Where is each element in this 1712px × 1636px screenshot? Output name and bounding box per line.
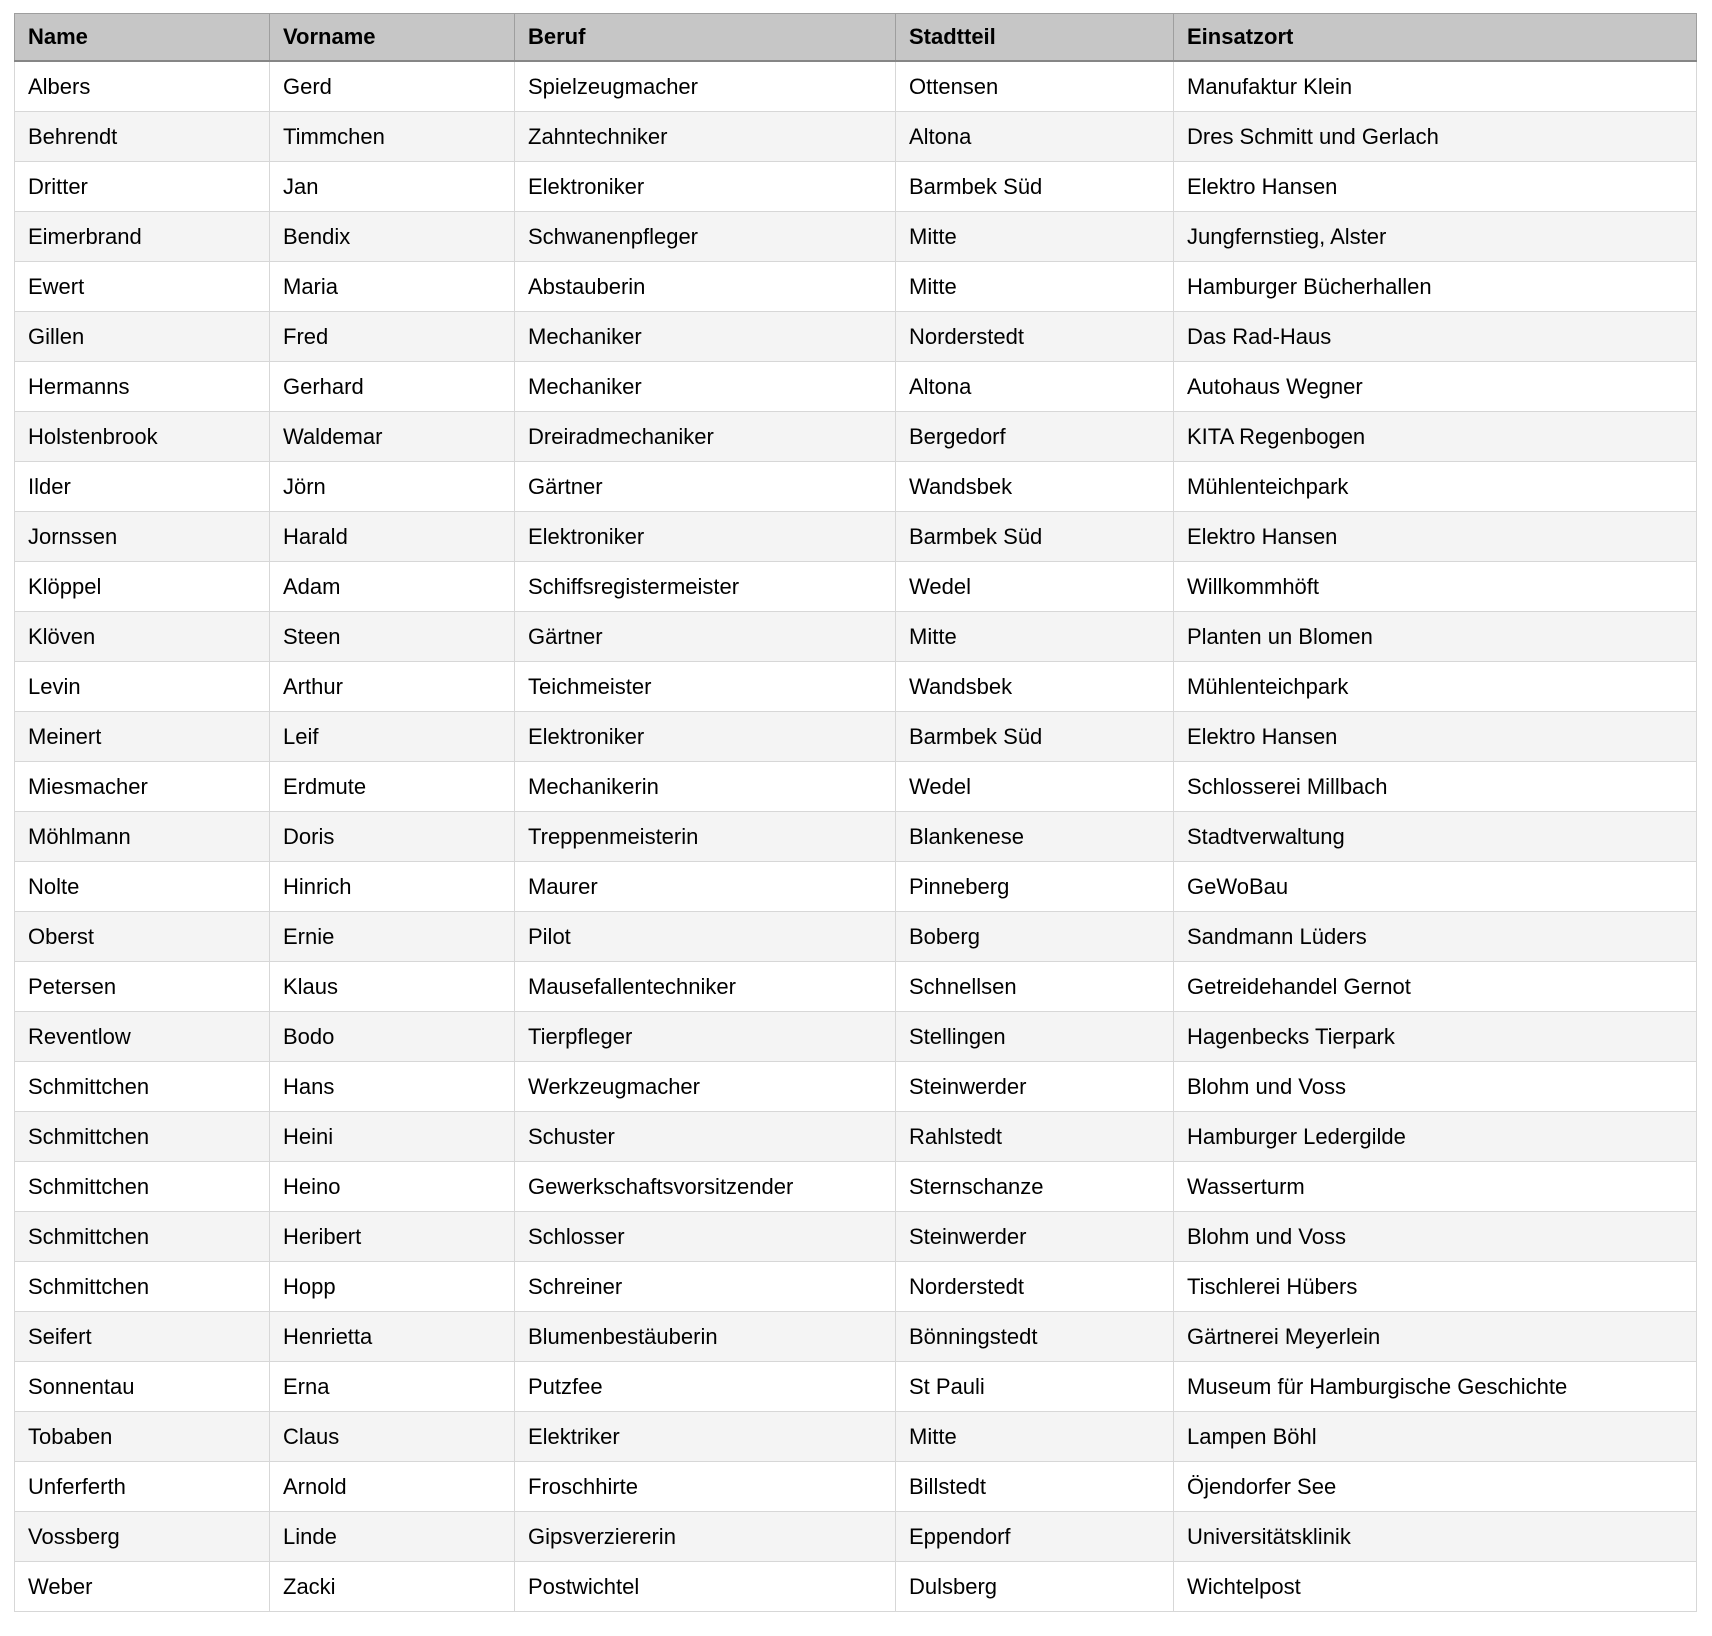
cell-einsatzort: Öjendorfer See bbox=[1174, 1462, 1697, 1512]
cell-einsatzort: Stadtverwaltung bbox=[1174, 812, 1697, 862]
cell-vorname: Gerhard bbox=[270, 362, 515, 412]
cell-vorname: Waldemar bbox=[270, 412, 515, 462]
cell-name: Petersen bbox=[15, 962, 270, 1012]
cell-einsatzort: Tischlerei Hübers bbox=[1174, 1262, 1697, 1312]
cell-name: Ewert bbox=[15, 262, 270, 312]
cell-einsatzort: Gärtnerei Meyerlein bbox=[1174, 1312, 1697, 1362]
cell-stadtteil: Bönningstedt bbox=[896, 1312, 1174, 1362]
cell-name: Behrendt bbox=[15, 112, 270, 162]
cell-beruf: Schwanenpfleger bbox=[515, 212, 896, 262]
cell-name: Schmittchen bbox=[15, 1112, 270, 1162]
cell-einsatzort: Wasserturm bbox=[1174, 1162, 1697, 1212]
cell-stadtteil: Altona bbox=[896, 362, 1174, 412]
cell-einsatzort: Elektro Hansen bbox=[1174, 162, 1697, 212]
header-row bbox=[15, 14, 1697, 62]
table-row bbox=[15, 1462, 1697, 1512]
table-row bbox=[15, 1362, 1697, 1412]
cell-stadtteil: Bergedorf bbox=[896, 412, 1174, 462]
cell-vorname: Klaus bbox=[270, 962, 515, 1012]
table-row bbox=[15, 612, 1697, 662]
table-row bbox=[15, 1062, 1697, 1112]
cell-stadtteil: Wandsbek bbox=[896, 462, 1174, 512]
cell-vorname: Jan bbox=[270, 162, 515, 212]
cell-beruf: Treppenmeisterin bbox=[515, 812, 896, 862]
cell-beruf: Mechaniker bbox=[515, 312, 896, 362]
cell-name: Gillen bbox=[15, 312, 270, 362]
cell-name: Eimerbrand bbox=[15, 212, 270, 262]
cell-beruf: Teichmeister bbox=[515, 662, 896, 712]
cell-beruf: Froschhirte bbox=[515, 1462, 896, 1512]
column-header-stadtteil: Stadtteil bbox=[896, 14, 1174, 62]
cell-stadtteil: Wandsbek bbox=[896, 662, 1174, 712]
cell-vorname: Leif bbox=[270, 712, 515, 762]
table-row bbox=[15, 61, 1697, 112]
cell-einsatzort: Museum für Hamburgische Geschichte bbox=[1174, 1362, 1697, 1412]
cell-einsatzort: Sandmann Lüders bbox=[1174, 912, 1697, 962]
cell-beruf: Schlosser bbox=[515, 1212, 896, 1262]
cell-stadtteil: Steinwerder bbox=[896, 1062, 1174, 1112]
table-row bbox=[15, 412, 1697, 462]
cell-stadtteil: Norderstedt bbox=[896, 1262, 1174, 1312]
cell-vorname: Ernie bbox=[270, 912, 515, 962]
table-row bbox=[15, 1262, 1697, 1312]
cell-vorname: Arthur bbox=[270, 662, 515, 712]
cell-vorname: Zacki bbox=[270, 1562, 515, 1612]
cell-vorname: Heini bbox=[270, 1112, 515, 1162]
cell-name: Oberst bbox=[15, 912, 270, 962]
cell-stadtteil: Pinneberg bbox=[896, 862, 1174, 912]
cell-stadtteil: St Pauli bbox=[896, 1362, 1174, 1412]
cell-name: Levin bbox=[15, 662, 270, 712]
cell-stadtteil: Barmbek Süd bbox=[896, 712, 1174, 762]
cell-stadtteil: Mitte bbox=[896, 612, 1174, 662]
cell-vorname: Maria bbox=[270, 262, 515, 312]
cell-stadtteil: Sternschanze bbox=[896, 1162, 1174, 1212]
table-row bbox=[15, 112, 1697, 162]
cell-beruf: Schiffsregistermeister bbox=[515, 562, 896, 612]
cell-vorname: Henrietta bbox=[270, 1312, 515, 1362]
cell-name: Jornssen bbox=[15, 512, 270, 562]
cell-einsatzort: Jungfernstieg, Alster bbox=[1174, 212, 1697, 262]
cell-name: Albers bbox=[15, 61, 270, 112]
cell-vorname: Timmchen bbox=[270, 112, 515, 162]
cell-vorname: Linde bbox=[270, 1512, 515, 1562]
cell-vorname: Bodo bbox=[270, 1012, 515, 1062]
cell-beruf: Elektroniker bbox=[515, 512, 896, 562]
cell-einsatzort: Hagenbecks Tierpark bbox=[1174, 1012, 1697, 1062]
table-row bbox=[15, 1412, 1697, 1462]
table-row bbox=[15, 1312, 1697, 1362]
cell-vorname: Erna bbox=[270, 1362, 515, 1412]
column-header-beruf: Beruf bbox=[515, 14, 896, 62]
cell-beruf: Werkzeugmacher bbox=[515, 1062, 896, 1112]
cell-stadtteil: Stellingen bbox=[896, 1012, 1174, 1062]
cell-einsatzort: KITA Regenbogen bbox=[1174, 412, 1697, 462]
cell-stadtteil: Mitte bbox=[896, 212, 1174, 262]
cell-einsatzort: Elektro Hansen bbox=[1174, 712, 1697, 762]
cell-name: Dritter bbox=[15, 162, 270, 212]
table-row bbox=[15, 862, 1697, 912]
table-row bbox=[15, 762, 1697, 812]
table-row bbox=[15, 662, 1697, 712]
table-row bbox=[15, 212, 1697, 262]
cell-einsatzort: Blohm und Voss bbox=[1174, 1062, 1697, 1112]
cell-beruf: Elektroniker bbox=[515, 712, 896, 762]
cell-einsatzort: Das Rad-Haus bbox=[1174, 312, 1697, 362]
cell-stadtteil: Dulsberg bbox=[896, 1562, 1174, 1612]
cell-name: Miesmacher bbox=[15, 762, 270, 812]
cell-einsatzort: Elektro Hansen bbox=[1174, 512, 1697, 562]
cell-stadtteil: Ottensen bbox=[896, 61, 1174, 112]
cell-einsatzort: Mühlenteichpark bbox=[1174, 462, 1697, 512]
cell-beruf: Gewerkschaftsvorsitzender bbox=[515, 1162, 896, 1212]
table-row bbox=[15, 512, 1697, 562]
cell-stadtteil: Wedel bbox=[896, 762, 1174, 812]
cell-vorname: Claus bbox=[270, 1412, 515, 1462]
cell-vorname: Doris bbox=[270, 812, 515, 862]
cell-stadtteil: Boberg bbox=[896, 912, 1174, 962]
cell-einsatzort: Wichtelpost bbox=[1174, 1562, 1697, 1612]
cell-stadtteil: Barmbek Süd bbox=[896, 512, 1174, 562]
cell-name: Schmittchen bbox=[15, 1262, 270, 1312]
cell-name: Vossberg bbox=[15, 1512, 270, 1562]
table-row bbox=[15, 812, 1697, 862]
cell-vorname: Fred bbox=[270, 312, 515, 362]
cell-einsatzort: Hamburger Bücherhallen bbox=[1174, 262, 1697, 312]
table-row bbox=[15, 162, 1697, 212]
cell-vorname: Harald bbox=[270, 512, 515, 562]
cell-beruf: Elektroniker bbox=[515, 162, 896, 212]
column-header-name: Name bbox=[15, 14, 270, 62]
cell-name: Hermanns bbox=[15, 362, 270, 412]
cell-einsatzort: Hamburger Ledergilde bbox=[1174, 1112, 1697, 1162]
cell-beruf: Gipsverziererin bbox=[515, 1512, 896, 1562]
cell-name: Schmittchen bbox=[15, 1212, 270, 1262]
cell-stadtteil: Billstedt bbox=[896, 1462, 1174, 1512]
cell-beruf: Abstauberin bbox=[515, 262, 896, 312]
cell-einsatzort: Manufaktur Klein bbox=[1174, 61, 1697, 112]
cell-einsatzort: GeWoBau bbox=[1174, 862, 1697, 912]
cell-stadtteil: Blankenese bbox=[896, 812, 1174, 862]
cell-stadtteil: Eppendorf bbox=[896, 1512, 1174, 1562]
cell-name: Schmittchen bbox=[15, 1162, 270, 1212]
cell-einsatzort: Universitätsklinik bbox=[1174, 1512, 1697, 1562]
column-header-vorname: Vorname bbox=[270, 14, 515, 62]
cell-name: Sonnentau bbox=[15, 1362, 270, 1412]
cell-vorname: Hans bbox=[270, 1062, 515, 1112]
cell-beruf: Dreiradmechaniker bbox=[515, 412, 896, 462]
cell-einsatzort: Getreidehandel Gernot bbox=[1174, 962, 1697, 1012]
table-row bbox=[15, 1162, 1697, 1212]
cell-stadtteil: Mitte bbox=[896, 262, 1174, 312]
cell-name: Meinert bbox=[15, 712, 270, 762]
cell-stadtteil: Steinwerder bbox=[896, 1212, 1174, 1262]
cell-name: Seifert bbox=[15, 1312, 270, 1362]
cell-beruf: Gärtner bbox=[515, 612, 896, 662]
cell-beruf: Tierpfleger bbox=[515, 1012, 896, 1062]
cell-beruf: Mechanikerin bbox=[515, 762, 896, 812]
table-row bbox=[15, 1562, 1697, 1612]
cell-beruf: Pilot bbox=[515, 912, 896, 962]
cell-vorname: Erdmute bbox=[270, 762, 515, 812]
cell-vorname: Hinrich bbox=[270, 862, 515, 912]
cell-beruf: Spielzeugmacher bbox=[515, 61, 896, 112]
cell-name: Holstenbrook bbox=[15, 412, 270, 462]
table-row bbox=[15, 362, 1697, 412]
cell-einsatzort: Schlosserei Millbach bbox=[1174, 762, 1697, 812]
table-row bbox=[15, 962, 1697, 1012]
table-body bbox=[15, 61, 1697, 1612]
table-row bbox=[15, 1012, 1697, 1062]
table-row bbox=[15, 262, 1697, 312]
cell-name: Unferferth bbox=[15, 1462, 270, 1512]
cell-einsatzort: Planten un Blomen bbox=[1174, 612, 1697, 662]
cell-stadtteil: Altona bbox=[896, 112, 1174, 162]
cell-beruf: Maurer bbox=[515, 862, 896, 912]
cell-name: Klöppel bbox=[15, 562, 270, 612]
cell-stadtteil: Barmbek Süd bbox=[896, 162, 1174, 212]
cell-beruf: Putzfee bbox=[515, 1362, 896, 1412]
cell-name: Ilder bbox=[15, 462, 270, 512]
table-row bbox=[15, 462, 1697, 512]
cell-beruf: Mausefallentechniker bbox=[515, 962, 896, 1012]
cell-name: Klöven bbox=[15, 612, 270, 662]
cell-vorname: Steen bbox=[270, 612, 515, 662]
cell-name: Reventlow bbox=[15, 1012, 270, 1062]
cell-stadtteil: Wedel bbox=[896, 562, 1174, 612]
cell-name: Schmittchen bbox=[15, 1062, 270, 1112]
cell-name: Nolte bbox=[15, 862, 270, 912]
cell-einsatzort: Blohm und Voss bbox=[1174, 1212, 1697, 1262]
cell-beruf: Schuster bbox=[515, 1112, 896, 1162]
table-row bbox=[15, 312, 1697, 362]
cell-vorname: Gerd bbox=[270, 61, 515, 112]
cell-einsatzort: Willkommhöft bbox=[1174, 562, 1697, 612]
cell-vorname: Jörn bbox=[270, 462, 515, 512]
personnel-table bbox=[14, 13, 1697, 1612]
cell-vorname: Heino bbox=[270, 1162, 515, 1212]
cell-beruf: Zahntechniker bbox=[515, 112, 896, 162]
cell-name: Weber bbox=[15, 1562, 270, 1612]
cell-stadtteil: Mitte bbox=[896, 1412, 1174, 1462]
cell-einsatzort: Lampen Böhl bbox=[1174, 1412, 1697, 1462]
cell-stadtteil: Norderstedt bbox=[896, 312, 1174, 362]
cell-vorname: Arnold bbox=[270, 1462, 515, 1512]
cell-einsatzort: Autohaus Wegner bbox=[1174, 362, 1697, 412]
cell-beruf: Mechaniker bbox=[515, 362, 896, 412]
table-row bbox=[15, 562, 1697, 612]
cell-vorname: Hopp bbox=[270, 1262, 515, 1312]
cell-stadtteil: Rahlstedt bbox=[896, 1112, 1174, 1162]
cell-einsatzort: Dres Schmitt und Gerlach bbox=[1174, 112, 1697, 162]
cell-beruf: Gärtner bbox=[515, 462, 896, 512]
cell-vorname: Heribert bbox=[270, 1212, 515, 1262]
cell-name: Tobaben bbox=[15, 1412, 270, 1462]
cell-vorname: Bendix bbox=[270, 212, 515, 262]
table-row bbox=[15, 912, 1697, 962]
cell-beruf: Elektriker bbox=[515, 1412, 896, 1462]
table-row bbox=[15, 1112, 1697, 1162]
cell-beruf: Blumenbestäuberin bbox=[515, 1312, 896, 1362]
cell-einsatzort: Mühlenteichpark bbox=[1174, 662, 1697, 712]
cell-name: Möhlmann bbox=[15, 812, 270, 862]
table-row bbox=[15, 1212, 1697, 1262]
cell-stadtteil: Schnellsen bbox=[896, 962, 1174, 1012]
cell-beruf: Postwichtel bbox=[515, 1562, 896, 1612]
table-row bbox=[15, 1512, 1697, 1562]
cell-beruf: Schreiner bbox=[515, 1262, 896, 1312]
column-header-einsatzort: Einsatzort bbox=[1174, 14, 1697, 62]
table-row bbox=[15, 712, 1697, 762]
cell-vorname: Adam bbox=[270, 562, 515, 612]
